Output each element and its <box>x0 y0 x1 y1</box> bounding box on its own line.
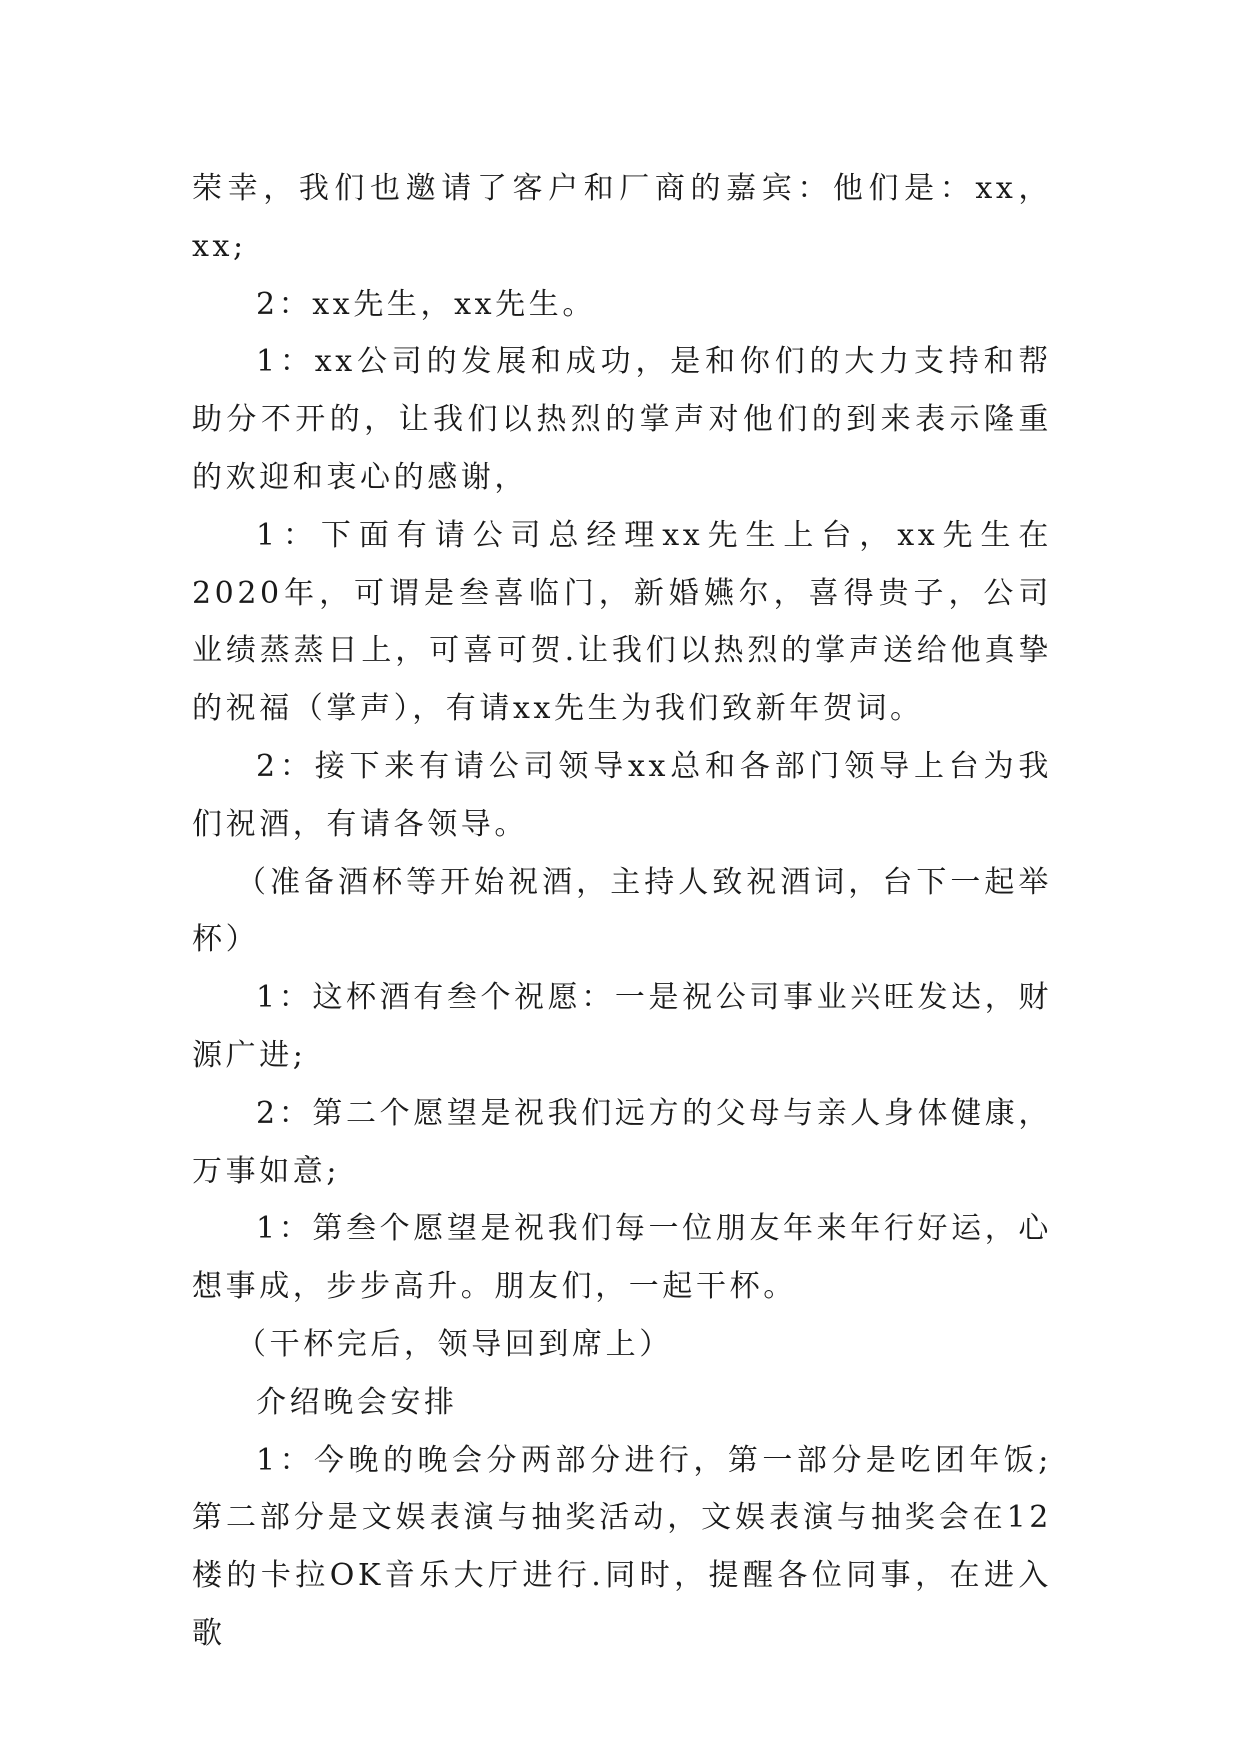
paragraph: 2：xx先生，xx先生。 <box>256 286 596 322</box>
paragraph: （准备酒杯等开始祝酒，主持人致祝酒词，台下一起举杯） <box>192 864 1052 958</box>
document-body <box>192 160 1052 1663</box>
paragraph: 荣幸，我们也邀请了客户和厂商的嘉宾：他们是：xx，xx; <box>192 171 1052 264</box>
paragraph: 2：第二个愿望是祝我们远方的父母与亲人身体健康，万事如意; <box>192 1095 1052 1189</box>
paragraph: 1：这杯酒有叁个祝愿：一是祝公司事业兴旺发达，财源广进; <box>192 980 1052 1073</box>
paragraph: （干杯完后，领导回到席上） <box>236 1326 673 1362</box>
paragraph: 1：第叁个愿望是祝我们每一位朋友年来年行好运，心想事成，步步高升。朋友们，一起干杯。 <box>192 1211 1052 1305</box>
paragraph: 1：xx公司的发展和成功，是和你们的大力支持和帮助分不开的，让我们以热烈的掌声对他们的到来表示隆重的欢迎和衷心的感谢， <box>192 344 1052 495</box>
section-heading: 介绍晚会安排 <box>256 1384 458 1420</box>
paragraph: 1：下面有请公司总经理xx先生上台，xx先生在2020年，可谓是叁喜临门，新婚嬿尔，喜得贵子，公司业绩蒸蒸日上，可喜可贺.让我们以热烈的掌声送给他真挚的祝福（掌声），有请xx先生为我们致新年贺词。 <box>192 517 1052 727</box>
paragraph: 1：今晚的晚会分两部分进行，第一部分是吃团年饭;第二部分是文娱表演与抽奖活动，文娱表演与抽奖会在12楼的卡拉OK音乐大厅进行.同时，提醒各位同事，在进入歌 <box>192 1442 1052 1651</box>
paragraph: 2：接下来有请公司领导xx总和各部门领导上台为我们祝酒，有请各领导。 <box>192 748 1052 842</box>
